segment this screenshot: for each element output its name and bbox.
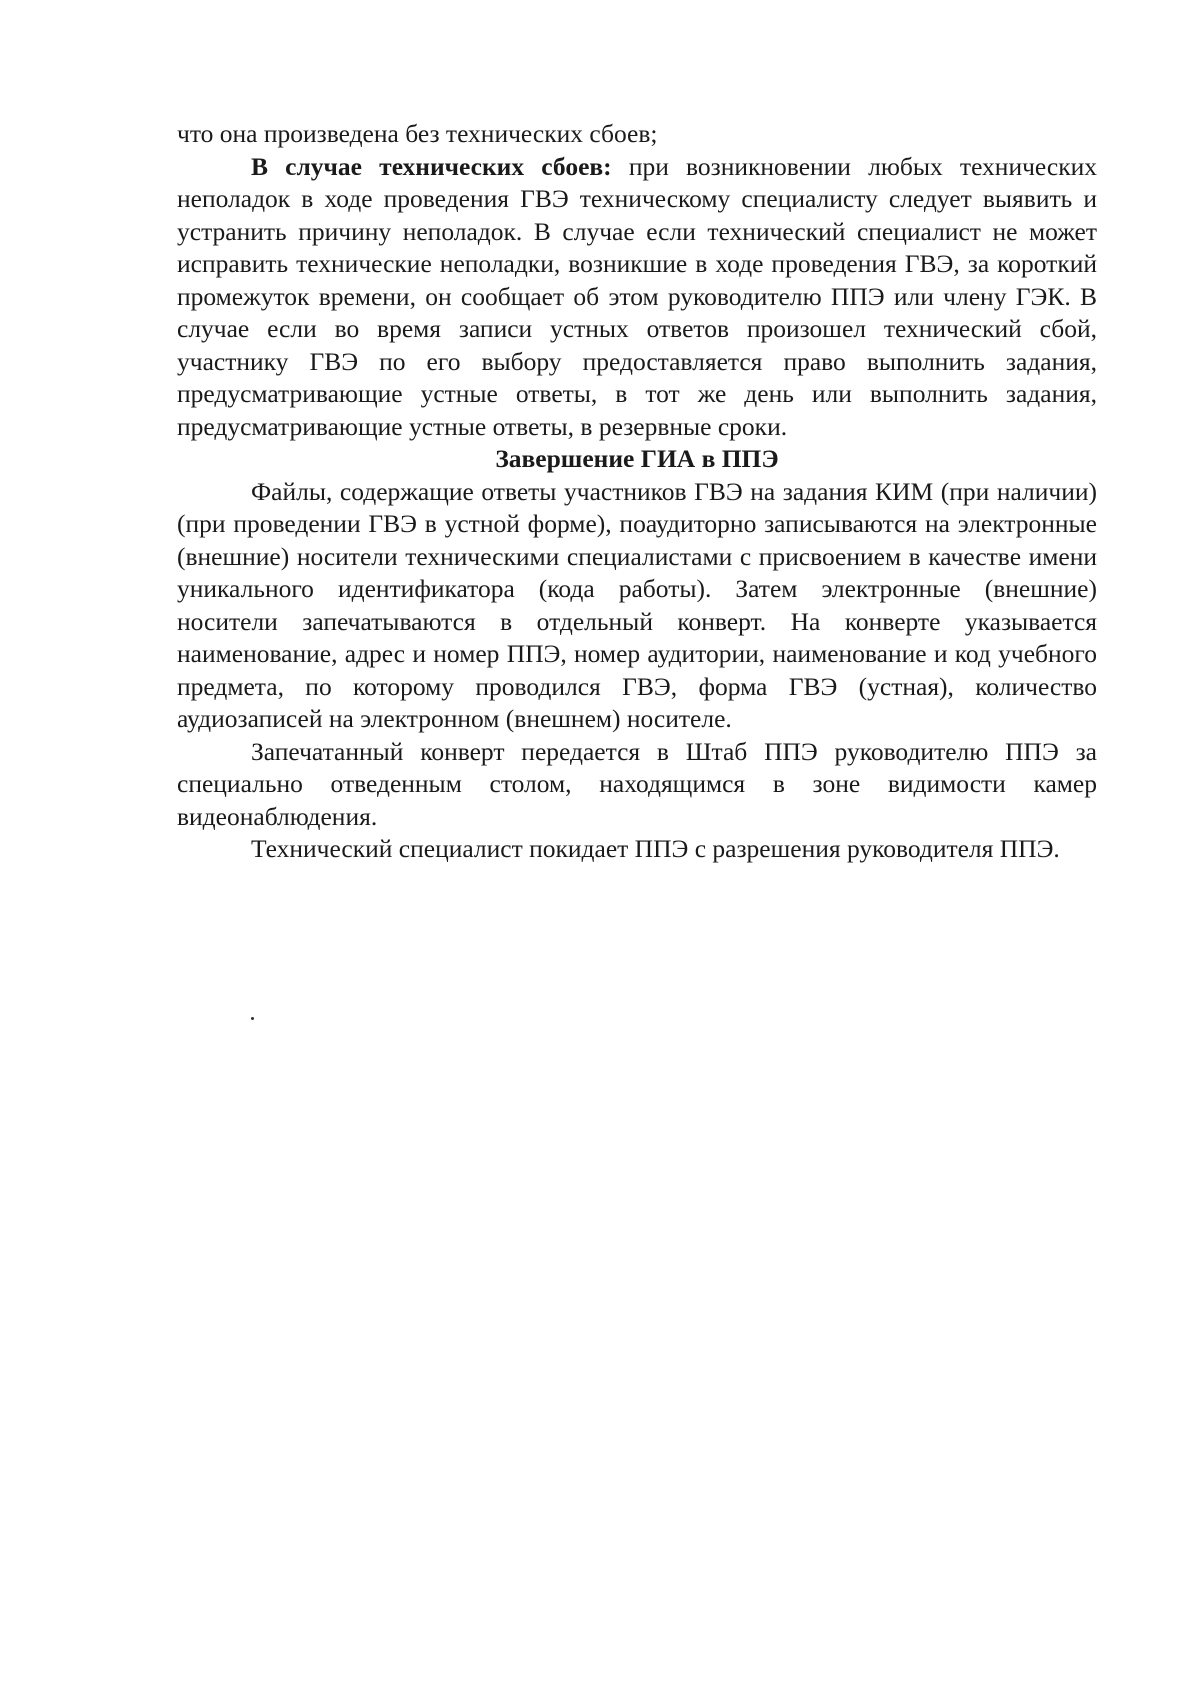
section-heading: Завершение ГИА в ППЭ: [495, 444, 779, 473]
paragraph-specialist-leaves: Технический специалист покидает ППЭ с разрешения руководителя ППЭ.: [251, 834, 1060, 863]
paragraph-envelope: Запечатанный конверт передается в Штаб ППЭ руководителю ППЭ за специально отведенным столом, находящимся в зоне видимости камер видеонаблюдения.: [177, 736, 1097, 831]
document-page: [177, 118, 1097, 866]
paragraph-lead-in: В случае технических сбоев:: [251, 151, 612, 181]
paragraph-files: Файлы, содержащие ответы участников ГВЭ на задания КИМ (при наличии) (при проведении ГВЭ в устной форме), поаудиторно записываются на электронные (внешние) носители техническими специалистами с присвоением в качестве имени уникального идентификатора (кода работы). Затем электронные (внешние) носители запечатываются в отдельный конверт. На конверте указывается наименование, адрес и номер ППЭ, номер аудитории, наименование и код учебного предмета, по которому проводился ГВЭ, форма ГВЭ (устная), количество аудиозаписей на электронном (внешнем) носителе.: [177, 476, 1097, 733]
scan-speck: [251, 1017, 254, 1020]
paragraph-technical-failures: [177, 151, 1097, 444]
paragraph-continuation: что она произведена без технических сбоев;: [177, 119, 658, 148]
paragraph-body: при возникновении любых технических неполадок в ходе проведения ГВЭ техническому специалисту следует выявить и устранить причину неполадок. В случае если технический специалист не может исправить технические неполадки, возникшие в ходе проведения ГВЭ, за короткий промежуток времени, он сообщает об этом руководителю ППЭ или члену ГЭК. В случае если во время записи устных ответов произошел технический сбой, участнику ГВЭ по его выбору предоставляется право выполнить задания, предусматривающие устные ответы, в тот же день или выполнить задания, предусматривающие устные ответы, в резервные сроки.: [177, 151, 1097, 441]
